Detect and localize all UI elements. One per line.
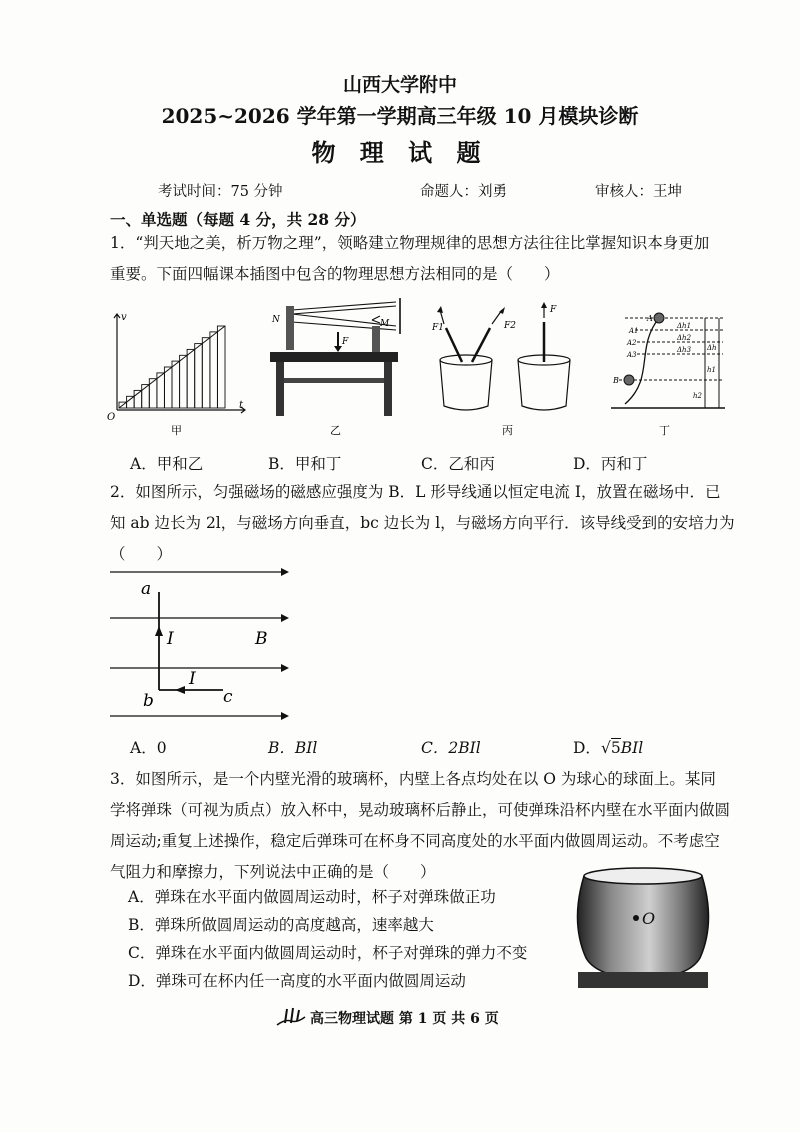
exam-time: 考试时间：75 分钟 [158, 184, 283, 200]
ding-label-dh3: Δh3 [677, 346, 692, 354]
q1-line1: 1．“判天地之美，析万物之理”，领略建立物理规律的思想方法往往比掌握知识本身更加 [110, 234, 710, 252]
q3-option-b: B．弹珠所做圆周运动的高度越高，速率越大 [128, 916, 434, 934]
ding-label-dh2: Δh2 [677, 334, 692, 342]
exam-reviewer: 审核人：王坤 [595, 184, 682, 200]
jia-step-bar [180, 355, 188, 408]
q3-line2: 学将弹珠（可视为质点）放入杯中，晃动玻璃杯后静止，可使弹珠沿杯内壁在水平面内做圆 [110, 801, 731, 819]
ding-label-a2: A2 [627, 339, 637, 347]
section-title: 一、单选题（每题 4 分，共 28 分） [110, 210, 366, 229]
jia-step-bar [195, 344, 203, 408]
bing-label-f1: F1 [432, 323, 444, 333]
q2-option-b: B．BIl [268, 739, 318, 757]
q3-label-o: O [642, 909, 656, 928]
exam-author: 命题人：刘勇 [420, 184, 507, 200]
q2-line3: （ ） [110, 545, 173, 563]
q2-line1: 2．如图所示，匀强磁场的磁感应强度为 B．L 形导线通以恒定电流 I，放置在磁场中．已 [110, 483, 721, 501]
q2-figure [105, 560, 295, 730]
ding-caption: 丁 [659, 424, 670, 437]
q3-line3: 周运动;重复上述操作，稳定后弹珠可在杯身不同高度处的水平面内做圆周运动。不考虑空 [110, 832, 720, 850]
yi-label-n: N [272, 315, 280, 325]
q1-line2: 重要。下面四幅课本插图中包含的物理思想方法相同的是（ ） [110, 265, 560, 283]
jia-step-bar [210, 332, 218, 408]
ding-label-dh: Δh [707, 344, 717, 352]
q2-option-d-radicand: 5 [610, 739, 621, 757]
q1-option-a: A．甲和乙 [130, 455, 204, 473]
jia-axis-t: t [239, 400, 244, 411]
ding-label-a: A [647, 314, 653, 323]
school-name: 山西大学附中 [342, 74, 457, 96]
q3-option-a: A．弹珠在水平面内做圆周运动时，杯子对弹珠做正功 [128, 888, 496, 906]
sqrt-sign: √ [600, 739, 611, 757]
q2-label-c: c [223, 687, 233, 707]
jia-step-bar [217, 326, 225, 408]
q1-option-c: C．乙和丙 [421, 455, 495, 473]
q3-option-d: D．弹珠可在杯内任一高度的水平面内做圆周运动 [128, 972, 466, 990]
q2-label-field: B [255, 629, 268, 649]
q2-label-b: b [143, 691, 154, 711]
q1-figure-jia [105, 308, 253, 438]
ding-label-h1: h1 [707, 366, 716, 374]
jia-step-bar [187, 349, 195, 408]
q2-option-c: C．2BIl [421, 739, 481, 757]
q1-figure-ding [605, 308, 735, 438]
footer-logo-icon [275, 1005, 307, 1027]
ding-label-h2: h2 [693, 392, 702, 400]
q3-line1: 3．如图所示，是一个内壁光滑的玻璃杯，内壁上各点均处在以 O 为球心的球面上。某同 [110, 770, 716, 788]
q2-option-d-suffix: BIl [620, 739, 644, 757]
q1-option-b: B．甲和丁 [268, 455, 342, 473]
q3-option-c: C．弹珠在水平面内做圆周运动时，杯子对弹珠的弹力不变 [128, 944, 528, 962]
yi-caption: 乙 [330, 424, 341, 437]
jia-step-bar [127, 396, 135, 408]
jia-caption: 甲 [171, 424, 182, 437]
page-footer: 高三物理试题 第 1 页 共 6 页 [310, 1011, 499, 1027]
jia-step-bar [172, 361, 180, 408]
q2-label-a: a [141, 579, 152, 599]
q3-glass-figure [568, 862, 718, 992]
bing-label-f2: F2 [504, 321, 516, 331]
q2-line2: 知 ab 边长为 2l，与磁场方向垂直，bc 边长为 l，与磁场方向平行．该导线受到的安培力为 [110, 514, 735, 532]
q1-figure-yi [262, 296, 412, 438]
ding-label-a3: A3 [627, 351, 637, 359]
q2-option-d-prefix: D． [573, 739, 601, 757]
bing-caption: 丙 [502, 424, 513, 437]
jia-origin: O [107, 412, 116, 423]
subject-title: 物 理 试 题 [311, 138, 489, 167]
q2-option-a: A．0 [130, 739, 167, 757]
q2-label-i2: I [189, 669, 196, 689]
q1-figure-bing [432, 300, 582, 438]
yi-label-f: F [342, 337, 349, 347]
jia-step-bar [202, 338, 210, 408]
ding-label-b: B [613, 376, 619, 385]
exam-term: 2025~2026 学年第一学期高三年级 10 月模块诊断 [161, 104, 639, 128]
ding-label-dh1: Δh1 [677, 322, 692, 330]
jia-axis-v: v [121, 312, 127, 323]
jia-step-bar [164, 367, 172, 408]
bing-label-f: F [550, 305, 557, 315]
yi-label-m: M [380, 319, 390, 329]
ding-label-a1: A1 [629, 327, 639, 335]
q1-option-d: D．丙和丁 [573, 455, 648, 473]
q3-line4: 气阻力和摩擦力，下列说法中正确的是（ ） [110, 863, 436, 881]
q2-label-i1: I [167, 629, 174, 649]
q2-option-d [573, 736, 643, 758]
